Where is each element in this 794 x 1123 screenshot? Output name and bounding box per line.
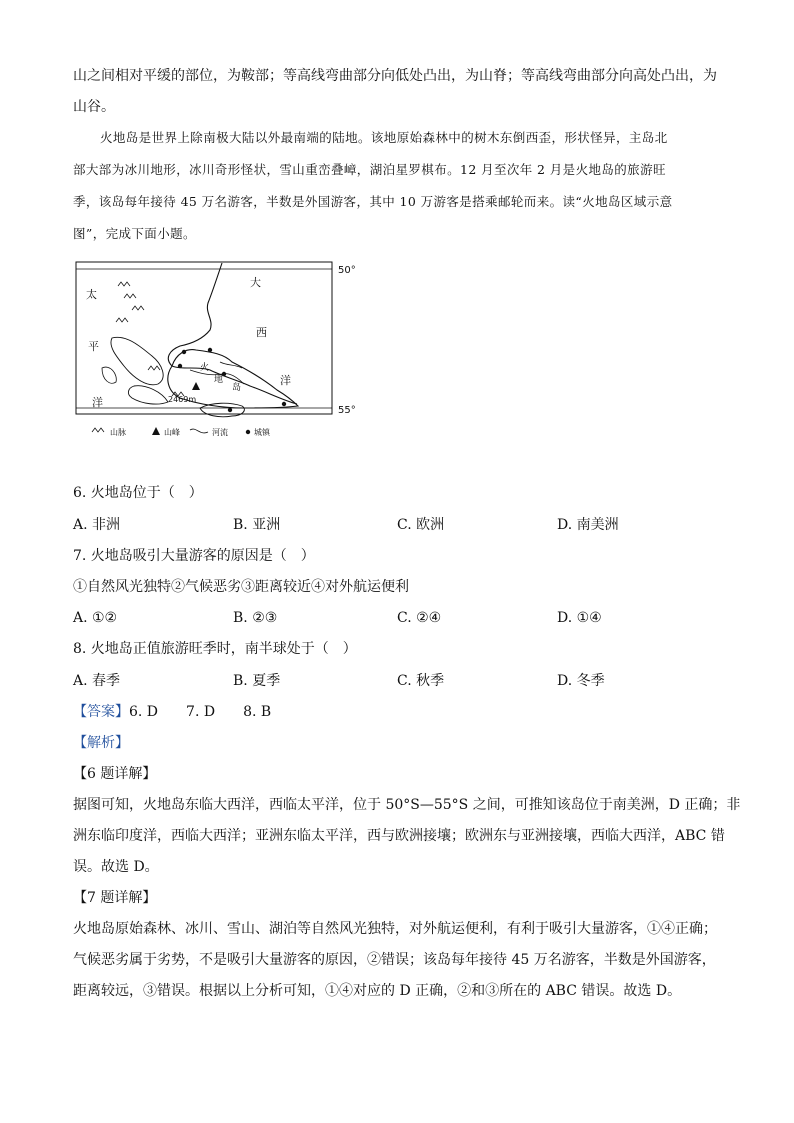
question-7-statements: ①自然风光独特②气候恶劣③距离较近④对外航运便利 xyxy=(73,579,409,595)
intro-line-1: 山之间相对平缓的部位，为鞍部；等高线弯曲部分向低处凸出，为山脊；等高线弯曲部分向高处凸出，为 xyxy=(73,68,717,84)
q8-option-b[interactable]: B. 夏季 xyxy=(233,673,281,689)
svg-text:西: 西 xyxy=(256,326,267,339)
answer-row xyxy=(73,702,271,722)
q6-option-c[interactable]: C. 欧洲 xyxy=(397,517,445,533)
q7-option-b[interactable]: B. ②③ xyxy=(233,610,278,626)
svg-text:岛: 岛 xyxy=(232,383,242,393)
svg-text:洋: 洋 xyxy=(92,396,103,409)
svg-text:山峰: 山峰 xyxy=(164,428,180,437)
peak-icon xyxy=(192,382,200,390)
q7-option-a[interactable]: A. ①② xyxy=(73,610,118,626)
svg-text:洋: 洋 xyxy=(280,374,291,387)
answer-text: 6. D 7. D 8. B xyxy=(129,704,272,720)
svg-text:火: 火 xyxy=(200,363,210,373)
question-7-stem: 7. 火地岛吸引大量游客的原因是（ ） xyxy=(73,548,315,564)
svg-text:山脉: 山脉 xyxy=(110,428,126,437)
passage-line-4: 图”，完成下面小题。 xyxy=(73,226,196,241)
svg-text:大: 大 xyxy=(250,276,261,289)
passage-line-1: 火地岛是世界上除南极大陆以外最南端的陆地。该地原始森林中的树木东倒西歪，形状怪异，主岛北 xyxy=(100,130,668,145)
q6-analysis-line-3: 误。故选 D。 xyxy=(73,859,159,875)
q7-analysis-line-1: 火地岛原始森林、冰川、雪山、湖泊等自然风光独特，对外航运便利，有利于吸引大量游客，①④正确； xyxy=(73,921,717,937)
map-legend xyxy=(92,427,271,437)
question-8-stem: 8. 火地岛正值旅游旺季时，南半球处于（ ） xyxy=(73,641,357,657)
q6-analysis-line-2: 洲东临印度洋，西临大西洋；亚洲东临太平洋，西与欧洲接壤；欧洲东与亚洲接壤，西临大西洋，ABC 错 xyxy=(73,828,725,844)
q7-option-d[interactable]: D. ①④ xyxy=(557,610,602,626)
svg-text:城镇: 城镇 xyxy=(254,428,270,437)
q6-option-b[interactable]: B. 亚洲 xyxy=(233,517,281,533)
svg-text:平: 平 xyxy=(88,340,99,353)
tierra-del-fuego-map xyxy=(72,258,368,442)
q8-option-c[interactable]: C. 秋季 xyxy=(397,673,445,689)
q7-analysis-heading: 【7 题详解】 xyxy=(73,890,157,906)
q6-option-a[interactable]: A. 非洲 xyxy=(73,517,121,533)
passage-line-2: 部大部为冰川地形，冰川奇形怪状，雪山重峦叠嶂，湖泊星罗棋布。12 月至次年 2 月是火地岛的旅游旺 xyxy=(73,162,666,177)
question-6-stem: 6. 火地岛位于（ ） xyxy=(73,485,203,501)
svg-text:河流: 河流 xyxy=(212,428,228,437)
q6-analysis-heading: 【6 题详解】 xyxy=(73,766,157,782)
q7-option-c[interactable]: C. ②④ xyxy=(397,610,442,626)
q8-option-d[interactable]: D. 冬季 xyxy=(557,673,605,689)
answer-label: 【答案】 xyxy=(73,704,129,720)
analysis-label: 【解析】 xyxy=(73,735,129,751)
q7-analysis-line-3: 距离较远，③错误。根据以上分析可知，①④对应的 D 正确，②和③所在的 ABC 错误。故选 D。 xyxy=(73,983,682,999)
q7-analysis-line-2: 气候恶劣属于劣势，不是吸引大量游客的原因，②错误；该岛每年接待 45 万名游客，半数是外国游客， xyxy=(73,952,716,968)
svg-text:太: 太 xyxy=(86,288,97,301)
q8-option-a[interactable]: A. 春季 xyxy=(73,673,121,689)
q6-option-d[interactable]: D. 南美洲 xyxy=(557,517,619,533)
passage-line-3: 季，该岛每年接待 45 万名游客，半数是外国游客，其中 10 万游客是搭乘邮轮而来。读“火地岛区域示意 xyxy=(73,194,673,209)
intro-line-2: 山谷。 xyxy=(73,99,115,115)
svg-text:地: 地 xyxy=(214,375,224,385)
svg-text:55°: 55° xyxy=(338,405,356,416)
q6-analysis-line-1: 据图可知，火地岛东临大西洋，西临太平洋，位于 50°S—55°S 之间，可推知该岛位于南美洲，D 正确；非 xyxy=(73,797,741,813)
svg-text:2469m: 2469m xyxy=(168,395,197,404)
svg-text:50°: 50° xyxy=(338,265,356,276)
